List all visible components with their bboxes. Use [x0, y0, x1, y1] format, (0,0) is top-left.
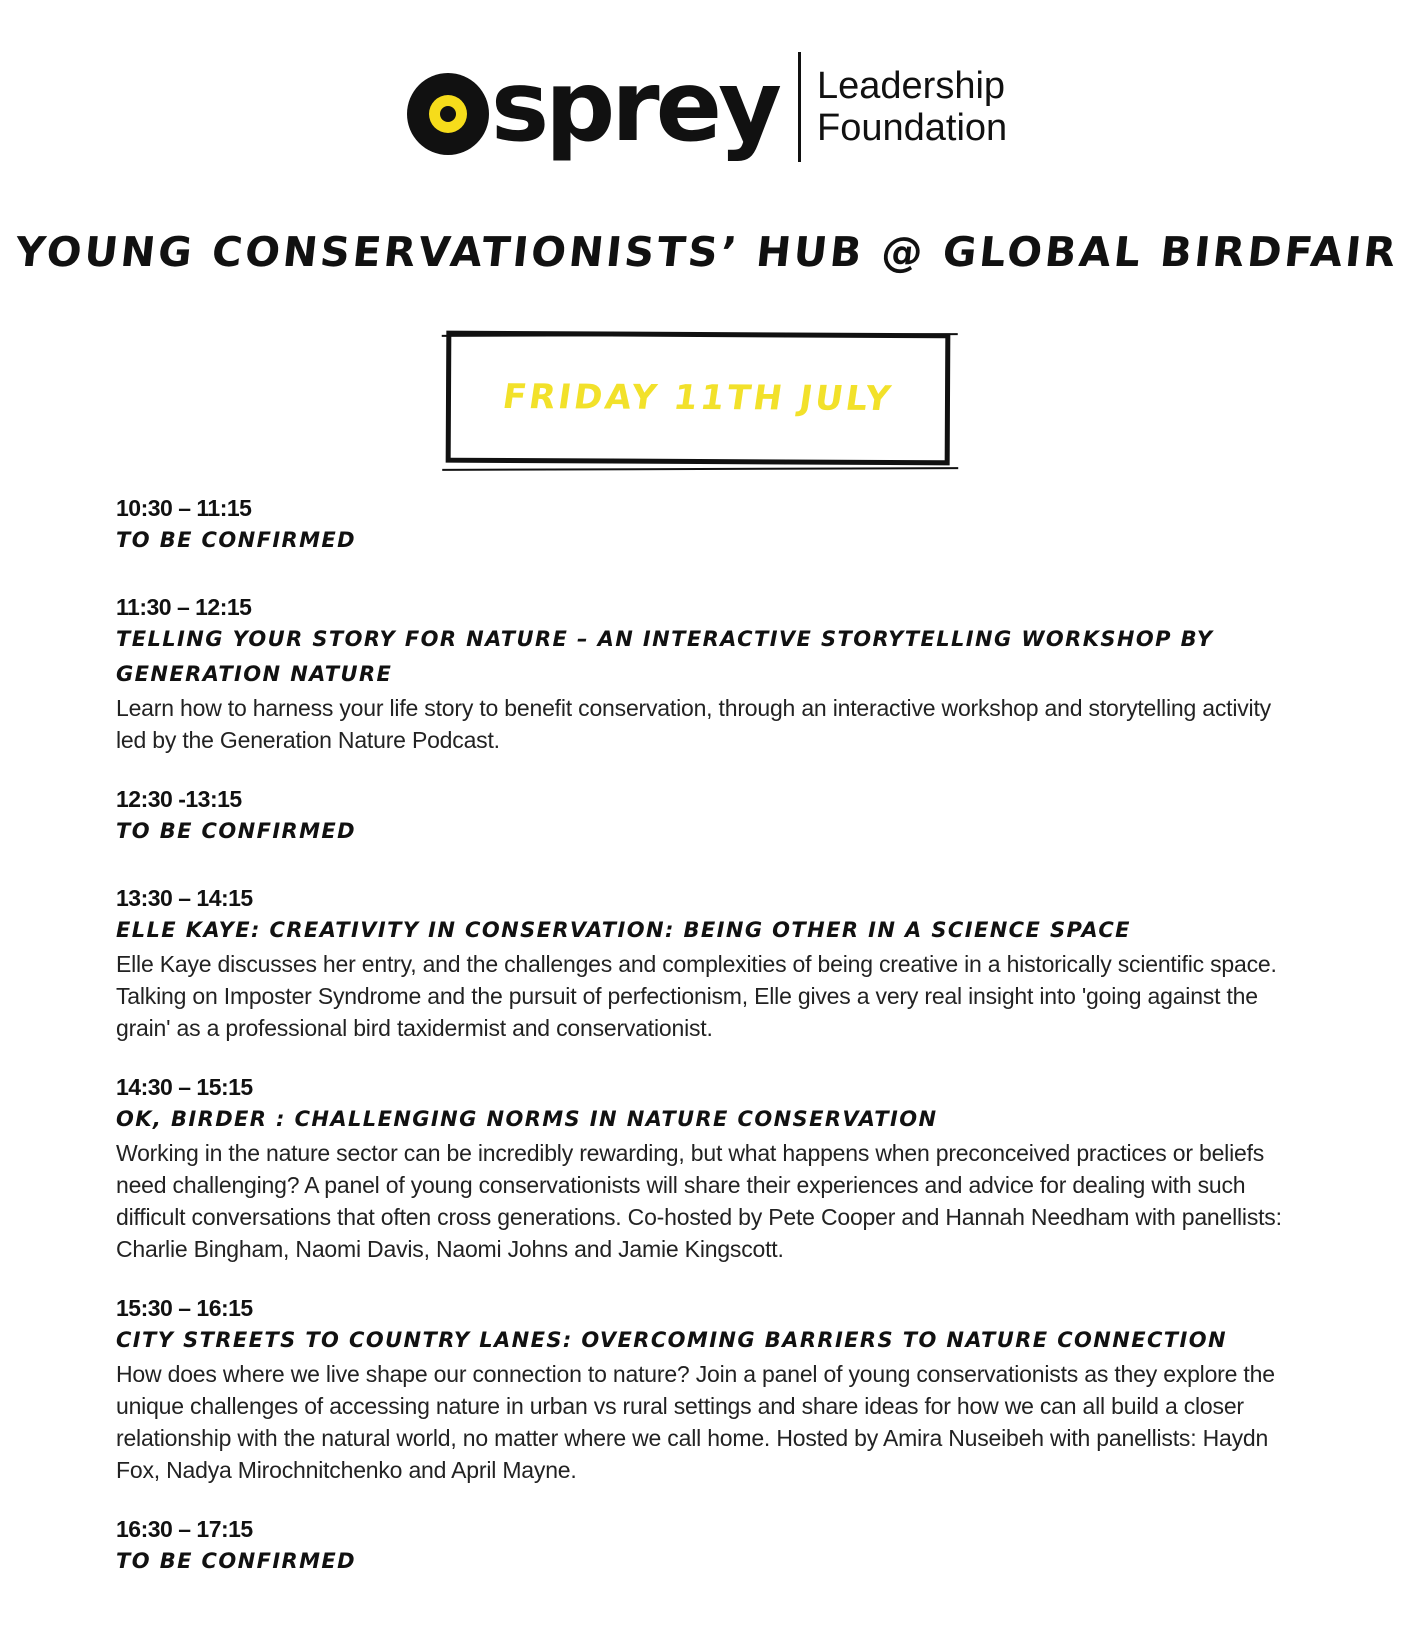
logo-wordmark	[407, 50, 778, 164]
session-time: 16:30 – 17:15	[116, 1516, 253, 1542]
session-description: Working in the nature sector can be incredibly rewarding, but what happens when preconceived practices or beliefs need challenging? A panel of young conservationists will share their experiences and advice for dealing with such difficult conversations that often cross generations. Co-hosted by Pete Cooper and Hannah Needham with panellists: Charlie Bingham, Naomi Davis, Naomi Johns and Jamie Kingscott.	[116, 1140, 1282, 1262]
logo-sub-line2: Foundation	[817, 107, 1008, 149]
session-item	[116, 784, 1306, 849]
session-title: TO BE CONFIRMED	[116, 819, 356, 843]
session-time: 13:30 – 14:15	[116, 885, 253, 911]
logo-subtitle	[817, 65, 1007, 149]
schedule	[116, 493, 1306, 1579]
session-description: Elle Kaye discusses her entry, and the challenges and complexities of being creative in a historically scientific space. Talking on Imposter Syndrome and the pursuit of perfectionism, Elle gives a very real insight into 'going against the grain' as a professional bird taxidermist and conservationist.	[116, 951, 1277, 1041]
session-item	[116, 1293, 1306, 1486]
session-item	[116, 592, 1306, 756]
osprey-eye-icon	[407, 73, 489, 155]
session-title: OK, BIRDER : CHALLENGING NORMS IN NATURE CONSERVATION	[116, 1107, 938, 1131]
logo-divider	[798, 52, 801, 162]
session-item	[116, 883, 1306, 1044]
session-title: TO BE CONFIRMED	[116, 1549, 356, 1573]
session-title: TO BE CONFIRMED	[116, 528, 356, 552]
date-label: FRIDAY 11TH JULY	[500, 376, 896, 420]
logo-word: sprey	[490, 50, 778, 164]
page-title: YOUNG CONSERVATIONISTS’ HUB @ GLOBAL BIRDFAIR	[13, 228, 1401, 276]
session-item	[116, 493, 1306, 558]
session-description: How does where we live shape our connection to nature? Join a panel of young conservationists as they explore the unique challenges of accessing nature in urban vs rural settings and share ideas for how we can all build a closer relationship with the natural world, no matter where we call home. Hosted by Amira Nuseibeh with panellists: Haydn Fox, Nadya Mirochnitchenko and April Mayne.	[116, 1361, 1275, 1483]
session-title: ELLE KAYE: CREATIVITY IN CONSERVATION: BEING OTHER IN A SCIENCE SPACE	[116, 918, 1131, 942]
session-description: Learn how to harness your life story to benefit conservation, through an interactive workshop and storytelling activity led by the Generation Nature Podcast.	[116, 695, 1271, 753]
session-title: TELLING YOUR STORY FOR NATURE – AN INTERACTIVE STORYTELLING WORKSHOP BY GENERATION NATURE	[116, 627, 1214, 686]
date-box	[446, 331, 951, 466]
session-item	[116, 1072, 1306, 1265]
session-time: 10:30 – 11:15	[116, 495, 252, 521]
session-time: 11:30 – 12:15	[116, 594, 252, 620]
session-title: CITY STREETS TO COUNTRY LANES: OVERCOMING BARRIERS TO NATURE CONNECTION	[116, 1328, 1227, 1352]
session-time: 14:30 – 15:15	[116, 1074, 253, 1100]
session-item	[116, 1514, 1306, 1579]
osprey-logo	[0, 52, 1414, 162]
session-time: 15:30 – 16:15	[116, 1295, 253, 1321]
session-time: 12:30 -13:15	[116, 786, 242, 812]
logo-sub-line1: Leadership	[817, 65, 1006, 107]
